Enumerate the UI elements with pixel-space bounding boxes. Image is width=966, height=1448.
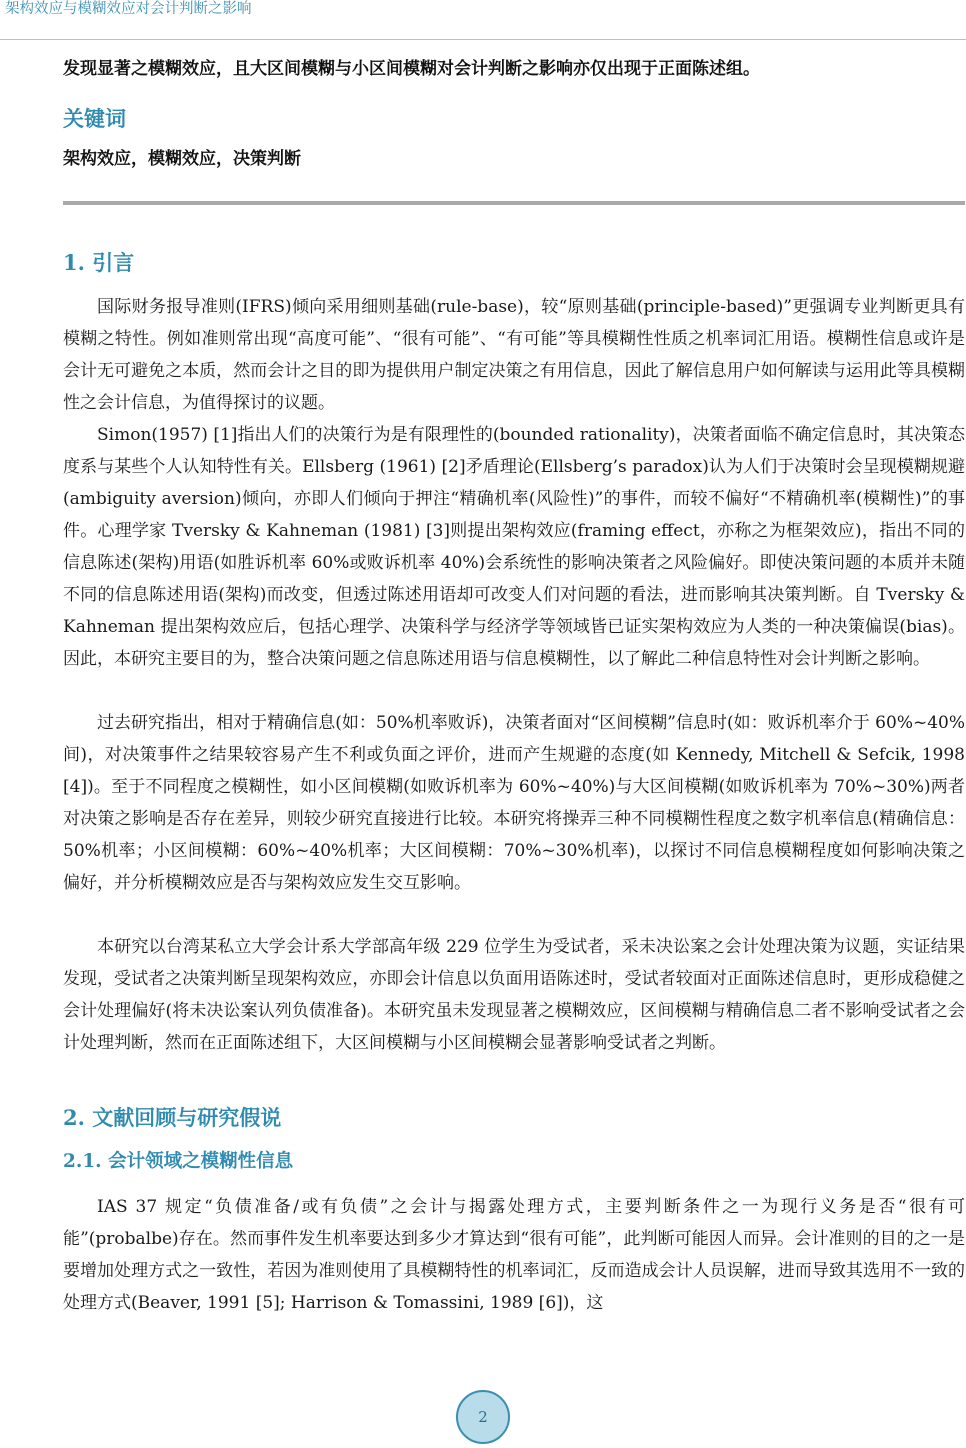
running-title: 架构效应与模糊效应对会计判断之影响: [5, 1, 252, 17]
intro-paragraph-2: Simon(1957) [1]指出人们的决策行为是有限理性的(bounded rationality)，决策者面临不确定信息时，其决策态度系与某些个人认知特性有关。Ellsberg (1961) [2]矛盾理论(Ellsberg’s paradox)认为人们于决策时会呈现模糊规避(ambiguity aversion)倾向，亦即人们倾向于押注“精确机率(风险性)”的事件，而较不偏好“不精确机率(模糊性)”的事件。心理学家 Tversky & Kahneman (1981) [3]则提出架构效应(framing effect，亦称之为框架效应)，指出不同的信息陈述(架构)用语(如胜诉机率 60%或败诉机率 40%)会系统性的影响决策者之风险偏好。即使决策问题的本质并未随不同的信息陈述用语(架构)而改变，但透过陈述用语却可改变人们对问题的看法，进而影响其决策判断。自 Tversky & Kahneman 提出架构效应后，包括心理学、决策科学与经济学等领域皆已证实架构效应为人类的一种决策偏误(bias)。因此，本研究主要目的为，整合决策问题之信息陈述用语与信息模糊性，以了解此二种信息特性对会计判断之影响。: [63, 425, 965, 669]
header-rule: [0, 39, 966, 40]
abstract-separator: [63, 201, 965, 205]
section-2-1-paragraph: IAS 37 规定“负债准备/或有负债”之会计与揭露处理方式，主要判断条件之一为现行义务是否“很有可能”(probalbe)存在。然而事件发生机率要达到多少才算达到“很有可能”，此判断可能因人而异。会计准则的目的之一是要增加处理方式之一致性，若因为准则使用了具模糊特性的机率词汇，反而造成会计人员误解，进而导致其选用不一致的处理方式(Beaver, 1991 [5]; Harrison & Tomassini, 1989 [6])，这: [63, 1197, 965, 1313]
page-number-badge: 2: [456, 1390, 510, 1444]
keywords-heading: 关键词: [63, 106, 126, 131]
section-1-heading: 1. 引言: [63, 250, 135, 275]
section-2-1-heading: 2.1. 会计领域之模糊性信息: [63, 1151, 294, 1172]
intro-paragraph-4: 本研究以台湾某私立大学会计系大学部高年级 229 位学生为受试者，采未决讼案之会计处理决策为议题，实证结果发现，受试者之决策判断呈现架构效应，亦即会计信息以负面用语陈述时，受试者较面对正面陈述信息时，更形成稳健之会计处理偏好(将未决讼案认列负债准备)。本研究虽未发现显著之模糊效应，区间模糊与精确信息二者不影响受试者之会计处理判断，然而在正面陈述组下，大区间模糊与小区间模糊会显著影响受试者之判断。: [63, 937, 965, 1053]
intro-paragraph-3: 过去研究指出，相对于精确信息(如：50%机率败诉)，决策者面对“区间模糊”信息时(如：败诉机率介于 60%~40%间)，对决策事件之结果较容易产生不利或负面之评价，进而产生规避的态度(如 Kennedy, Mitchell & Sefcik, 1998 [4])。至于不同程度之模糊性，如小区间模糊(如败诉机率为 60%~40%)与大区间模糊(如败诉机率为 70%~30%)两者对决策之影响是否存在差异，则较少研究直接进行比较。本研究将操弄三种不同模糊性程度之数字机率信息(精确信息：50%机率；小区间模糊：60%~40%机率；大区间模糊：70%~30%机率)，以探讨不同信息模糊程度如何影响决策之偏好，并分析模糊效应是否与架构效应发生交互影响。: [63, 713, 965, 893]
section-2-heading: 2. 文献回顾与研究假说: [63, 1105, 282, 1130]
keywords-text: 架构效应，模糊效应，决策判断: [63, 149, 301, 169]
intro-paragraph-1: 国际财务报导准则(IFRS)倾向采用细则基础(rule-base)，较“原则基础(principle-based)”更强调专业判断更具有模糊之特性。例如准则常出现“高度可能”、“很有可能”、“有可能”等具模糊性性质之机率词汇用语。模糊性信息或许是会计无可避免之本质，然而会计之目的即为提供用户制定决策之有用信息，因此了解信息用户如何解读与运用此等具模糊性之会计信息，为值得探讨的议题。: [63, 297, 965, 413]
abstract-tail: 发现显著之模糊效应，且大区间模糊与小区间模糊对会计判断之影响亦仅出现于正面陈述组。: [63, 59, 760, 79]
